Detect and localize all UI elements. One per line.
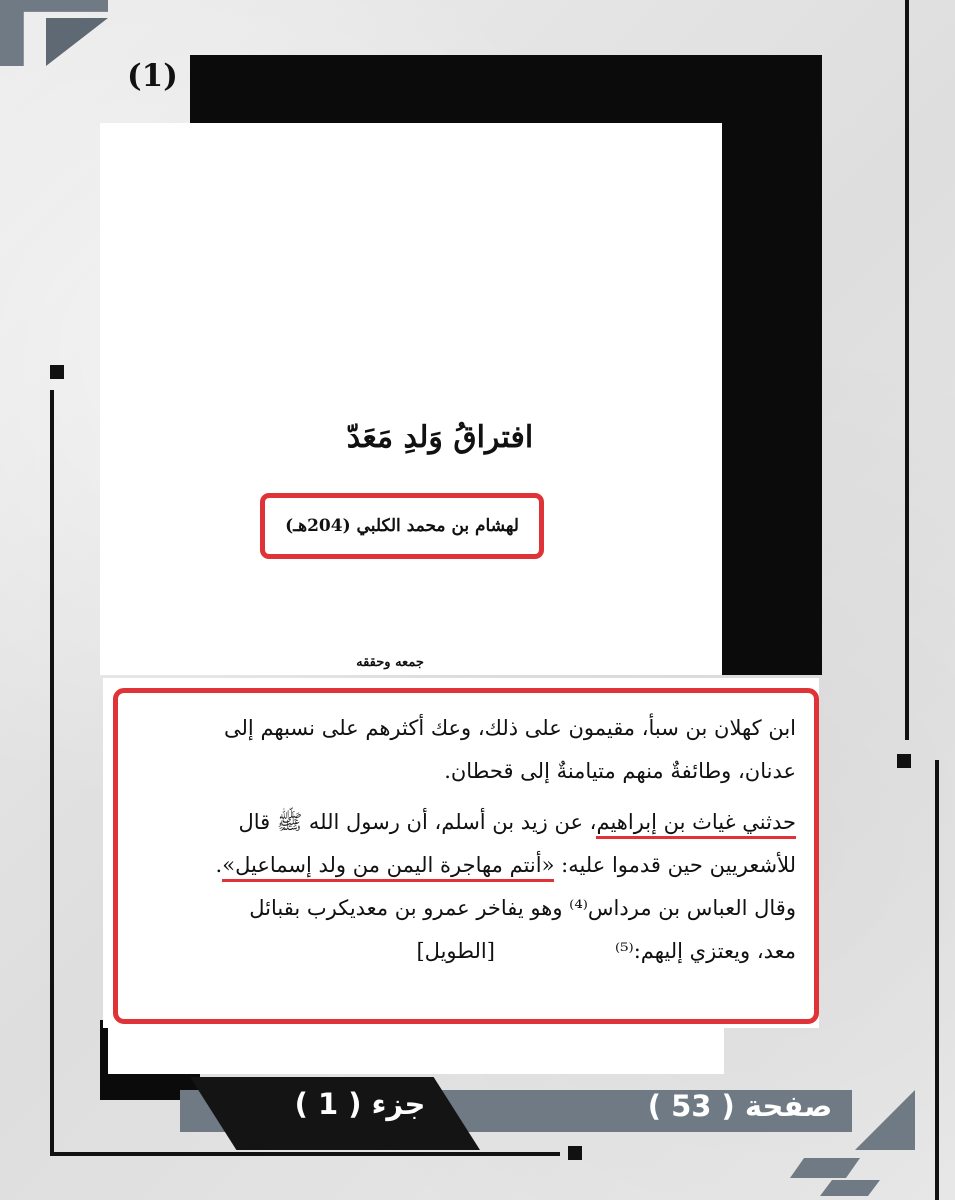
compiled-by-label: جمعه وحققه	[356, 655, 424, 670]
frame-line-right-top	[905, 0, 909, 740]
volume-mark: (1)	[127, 58, 178, 94]
frame-line-bottom	[50, 1152, 560, 1156]
title-page-scan	[100, 123, 722, 675]
excerpt-line-start: معد، ويعتزي إليهم:⁽⁵⁾	[614, 939, 796, 963]
excerpt-line-end: .	[215, 853, 223, 877]
corner-decoration-bottom	[855, 1090, 915, 1150]
book-title: افتراقُ وَلدِ مَعَدّ	[346, 420, 534, 455]
excerpt-line	[136, 844, 796, 887]
excerpt-line: عدنان، وطائفةٌ منهم متيامنةٌ إلى قحطان.	[444, 759, 796, 783]
page-bottom-strip	[108, 1025, 724, 1074]
author-highlight-box	[260, 493, 544, 559]
stripe-decoration	[790, 1158, 860, 1178]
author-name: لهشام بن محمد الكلبي (204هـ)	[285, 516, 519, 536]
excerpt-line: وقال العباس بن مرداس⁽⁴⁾ وهو يفاخر عمرو بن معديكرب بقبائل	[249, 896, 796, 920]
excerpt-line: ابن كهلان بن سبأ، مقيمون على ذلك، وعك أكثرهم على نسبهم إلى	[224, 716, 796, 740]
volume-label: جزء ( 1 )	[294, 1087, 426, 1121]
underlined-hadith: «أنتم مهاجرة اليمن من ولد إسماعيل»	[222, 853, 554, 882]
excerpt-line	[136, 801, 796, 844]
frame-square-left	[50, 365, 64, 379]
underlined-narrator: حدثني غياث بن إبراهيم	[596, 810, 796, 839]
excerpt-line	[136, 930, 796, 973]
excerpt-highlight-box	[113, 688, 819, 1024]
poetic-meter: [الطويل]	[416, 939, 495, 963]
frame-line-right-bottom	[935, 760, 939, 1200]
excerpt-line-rest: ، عن زيد بن أسلم، أن رسول الله ﷺ قال	[238, 810, 597, 834]
frame-square-right	[897, 754, 911, 768]
corner-decoration-inner	[46, 18, 108, 66]
stripe-decoration	[820, 1180, 880, 1196]
frame-square-bottom	[568, 1146, 582, 1160]
frame-line-left	[50, 390, 54, 1155]
excerpt-line-start: للأشعريين حين قدموا عليه:	[554, 853, 796, 877]
page-number-label: صفحة ( 53 )	[647, 1089, 833, 1123]
